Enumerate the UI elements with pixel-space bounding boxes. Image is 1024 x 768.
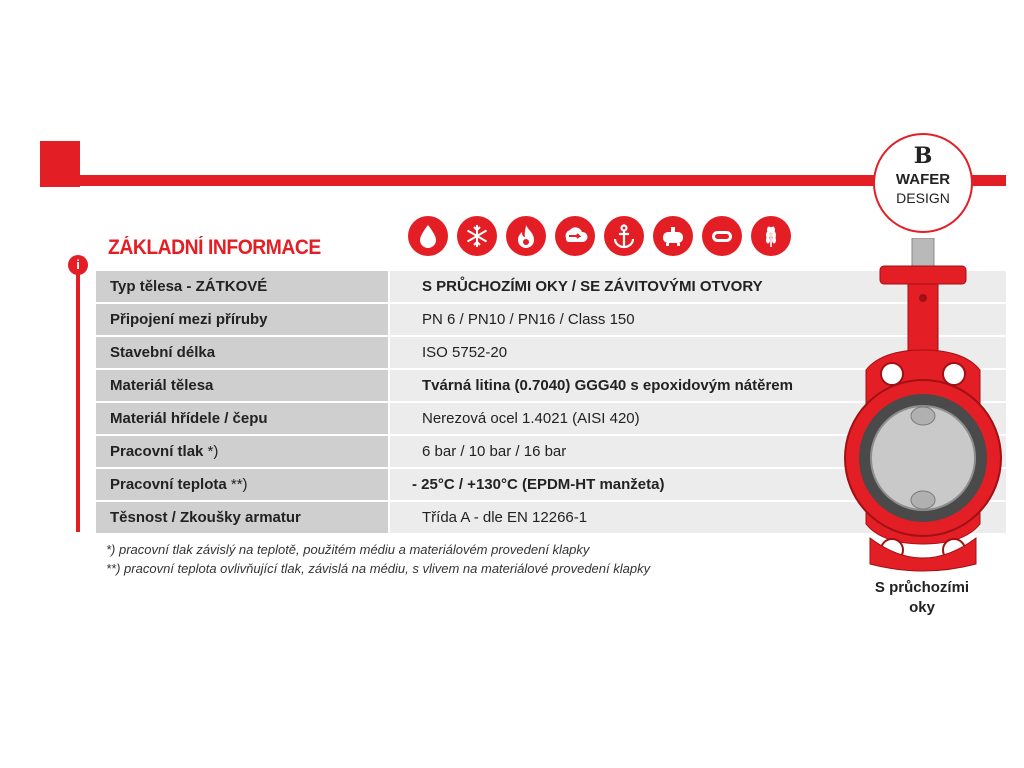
row-value: Třída A - dle EN 12266-1 — [389, 501, 1006, 534]
row-value: 6 bar / 10 bar / 16 bar — [389, 435, 1006, 468]
butterfly-valve-image — [842, 238, 1004, 578]
tank-icon — [653, 216, 693, 256]
row-value: - 25°C / +130°C (EPDM-HT manžeta) — [389, 468, 1006, 501]
gas-icon — [555, 216, 595, 256]
footnote: *) pracovní tlak závislý na teplotě, použitém médiu a materiálovém provedení klapky — [106, 542, 590, 557]
valve-caption-line: S průchozími — [874, 579, 970, 596]
footnote: **) pracovní teplota ovlivňující tlak, závislá na médiu, s vlivem na materiálové provedení klapky — [106, 561, 651, 576]
badge-design-label: DESIGN — [896, 190, 950, 206]
anchor-icon — [604, 216, 644, 256]
row-value: Tvárná litina (0.7040) GGG40 s epoxidovým nátěrem — [389, 369, 1006, 402]
row-label: Připojení mezi příruby — [96, 303, 389, 336]
water-drop-icon — [408, 216, 448, 256]
row-label: Stavební délka — [96, 336, 389, 369]
row-label: Typ tělesa - ZÁTKOVÉ — [96, 271, 389, 303]
valve-caption — [862, 578, 982, 618]
badge-wafer-label: WAFER — [895, 171, 951, 188]
row-label: Těsnost / Zkoušky armatur — [96, 501, 389, 534]
row-label: Pracovní teplota **) — [96, 468, 389, 501]
section-vertical-line — [76, 262, 80, 532]
grain-icon — [751, 216, 791, 256]
row-value: PN 6 / PN10 / PN16 / Class 150 — [389, 303, 1006, 336]
snowflake-icon — [457, 216, 497, 256]
flame-icon — [506, 216, 546, 256]
row-label: Materiál hřídele / čepu — [96, 402, 389, 435]
row-value: Nerezová ocel 1.4021 (AISI 420) — [389, 402, 1006, 435]
row-label: Pracovní tlak *) — [96, 435, 389, 468]
header-red-line — [40, 175, 1006, 186]
footnotes — [106, 540, 650, 578]
badge-letter: B — [913, 143, 933, 169]
media-icons-row — [408, 216, 791, 256]
row-label: Materiál tělesa — [96, 369, 389, 402]
info-icon: i — [68, 255, 88, 275]
row-value: ISO 5752-20 — [389, 336, 1006, 369]
section-title: ZÁKLADNÍ INFORMACE — [108, 236, 321, 259]
row-value: S PRŮCHOZÍMI OKY / SE ZÁVITOVÝMI OTVORY — [389, 271, 1006, 303]
oil-icon — [702, 216, 742, 256]
valve-caption-line: oky — [909, 599, 935, 616]
wafer-design-badge — [873, 133, 973, 233]
